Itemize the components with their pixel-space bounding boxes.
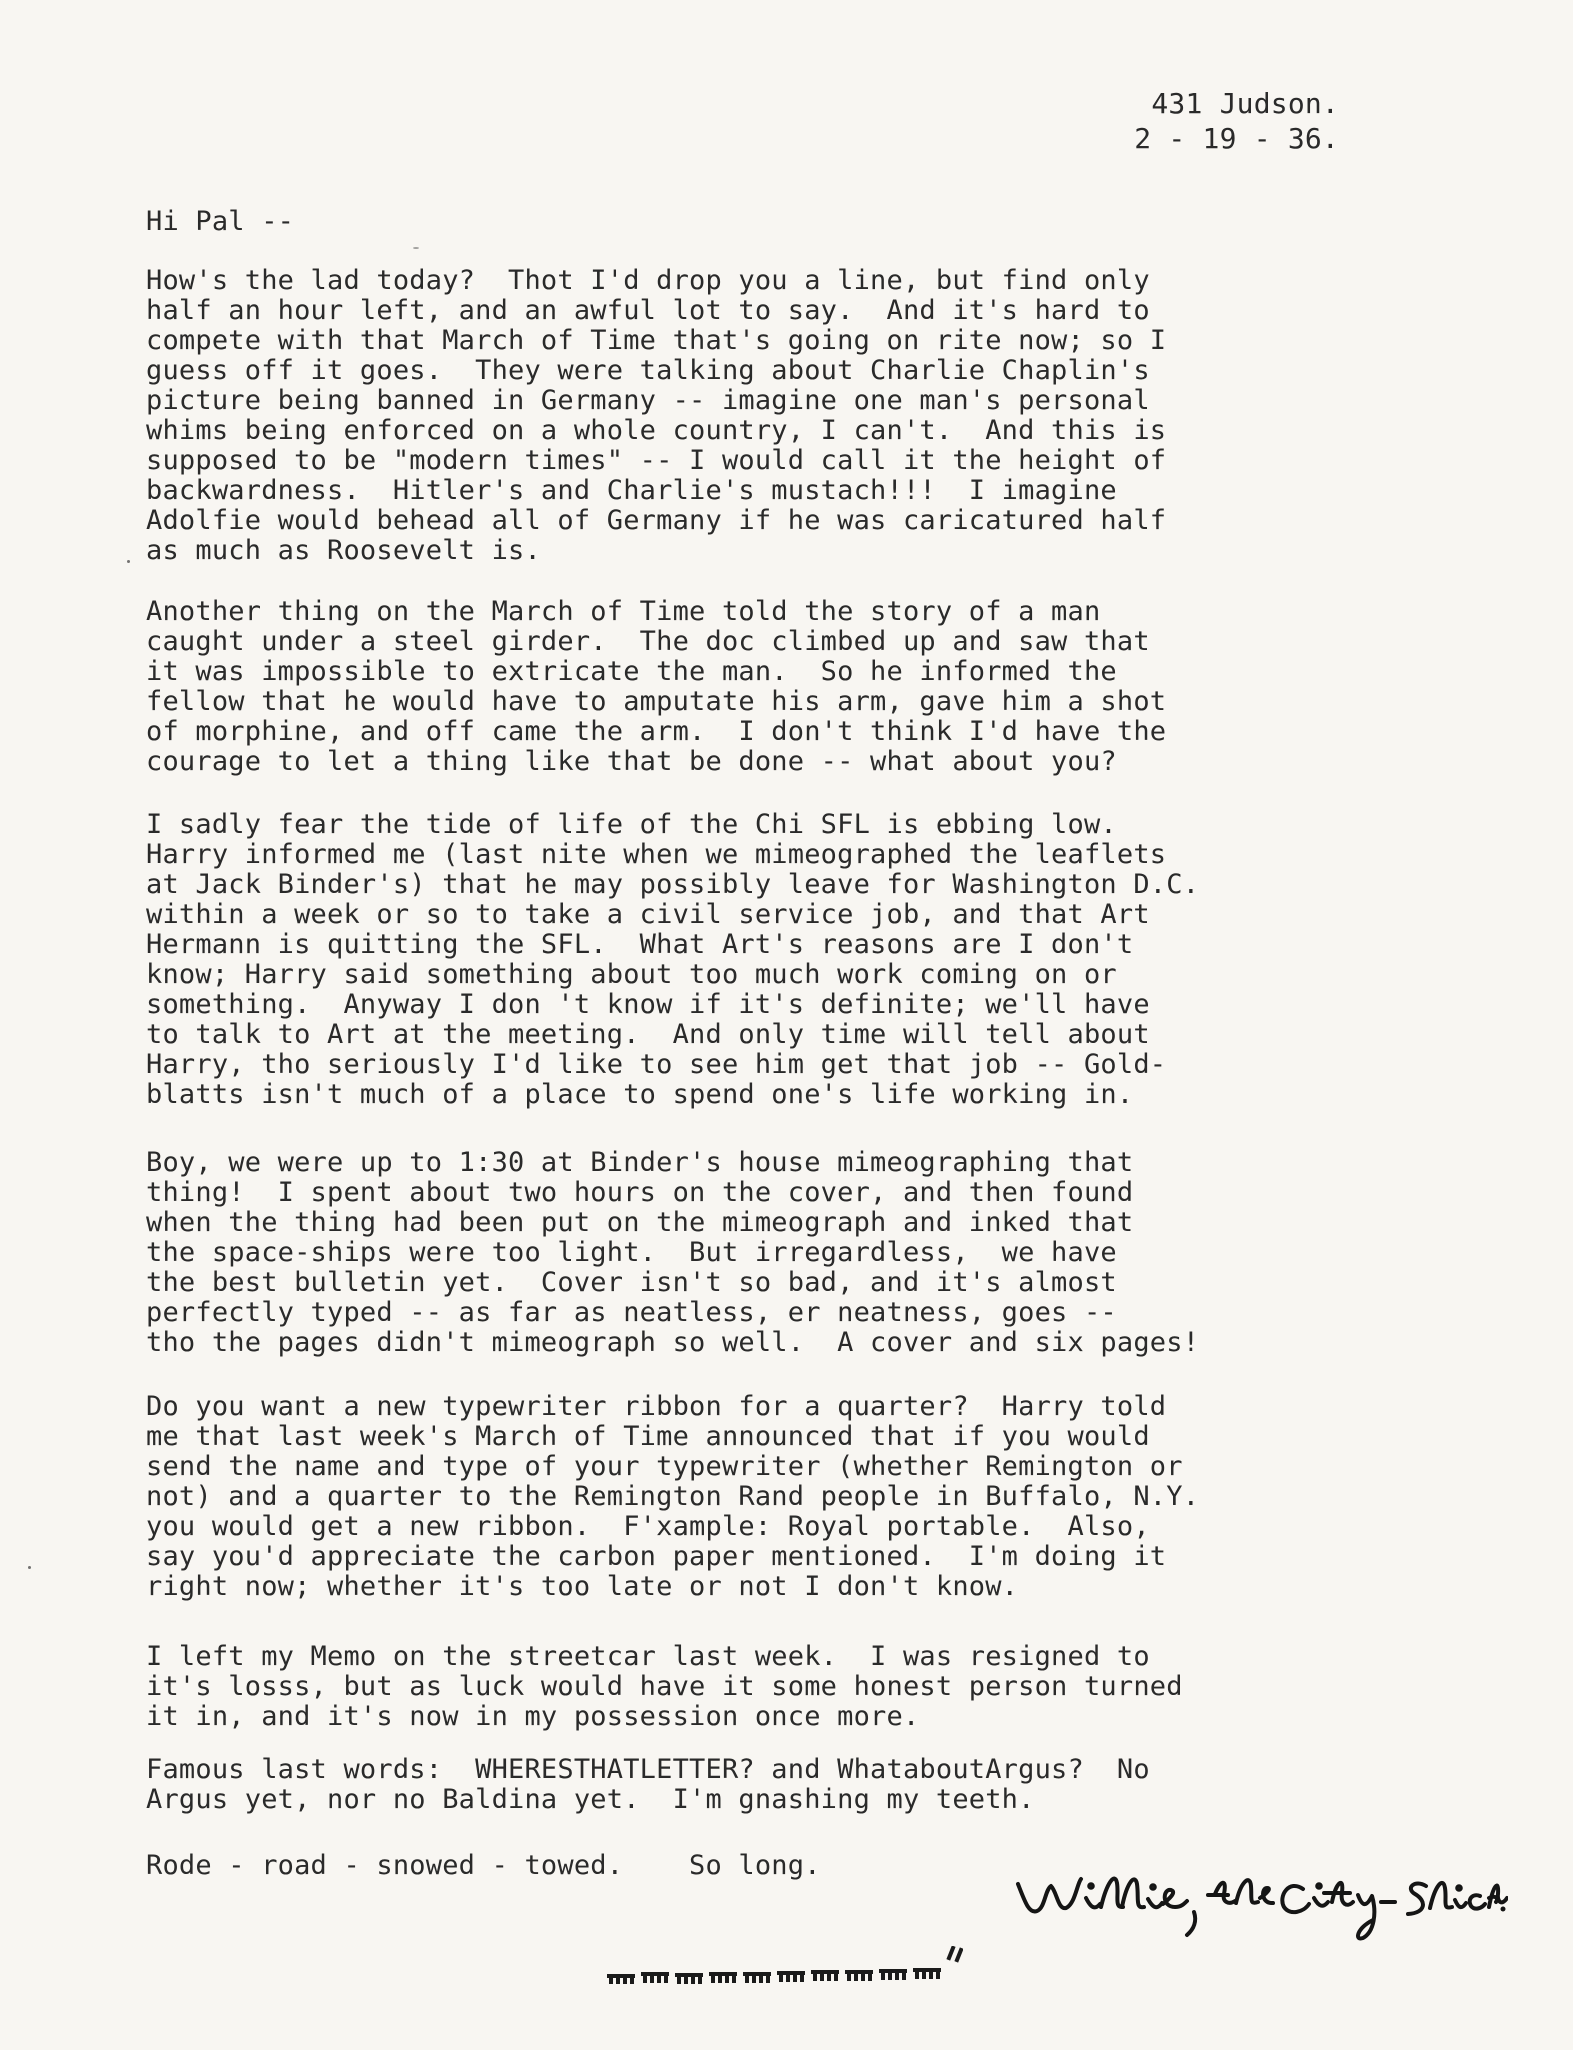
letter-line: Another thing on the March of Time told the story of a man — [146, 596, 1101, 627]
letter-line: half an hour left, and an awful lot to say. And it's hard to — [146, 295, 1150, 326]
sender-address: 431 Judson. — [1151, 87, 1339, 120]
letter-line: Adolfie would behead all of Germany if he was caricatured half — [146, 505, 1167, 536]
letter-line: not) and a quarter to the Remington Rand people in Buffalo, N.Y. — [146, 1481, 1200, 1512]
letter-line: courage to let a thing like that be done -- what about you? — [146, 746, 1117, 777]
letter-line: me that last week's March of Time announced that if you would — [146, 1421, 1150, 1452]
letter-line: it was impossible to extricate the man. So he informed the — [146, 656, 1117, 687]
letter-line: Famous last words: WHERESTHATLETTER? and WhataboutArgus? No — [146, 1754, 1150, 1785]
letter-line: within a week or so to take a civil service job, and that Art — [146, 899, 1150, 930]
letter-line: say you'd appreciate the carbon paper mentioned. I'm doing it — [146, 1541, 1167, 1572]
letter-line: caught under a steel girder. The doc climbed up and saw that — [146, 626, 1150, 657]
letter-date: 2 - 19 - 36. — [1134, 122, 1339, 155]
handwritten-signature — [1003, 1864, 1508, 1944]
letter-line: as much as Roosevelt is. — [146, 535, 541, 566]
letter-line: Boy, we were up to 1:30 at Binder's house mimeographing that — [146, 1147, 1134, 1178]
paper-speck — [28, 1566, 31, 1569]
letter-line: the space-ships were too light. But irregardless, we have — [146, 1237, 1117, 1268]
letter-line: the best bulletin yet. Cover isn't so bad, and it's almost — [146, 1267, 1117, 1298]
letter-line: right now; whether it's too late or not I don't know. — [146, 1571, 1019, 1602]
letter-line: know; Harry said something about too much work coming on or — [146, 959, 1117, 990]
typed-flourish-mark — [603, 1946, 963, 1988]
letter-line: Harry informed me (last nite when we mimeographed the leaflets — [146, 839, 1167, 870]
letter-line: I sadly fear the tide of life of the Chi SFL is ebbing low. — [146, 809, 1117, 840]
letter-line: of morphine, and off came the arm. I don't think I'd have the — [146, 716, 1167, 747]
letter-line: Rode - road - snowed - towed. So long. — [146, 1850, 821, 1881]
letter-line: supposed to be "modern times" -- I would call it the height of — [146, 445, 1167, 476]
paper-speck — [127, 560, 130, 563]
greeting: Hi Pal -- — [146, 206, 295, 237]
letter-line: How's the lad today? Thot I'd drop you a line, but find only — [146, 265, 1150, 296]
letter-line: blatts isn't much of a place to spend one's life working in. — [146, 1079, 1134, 1110]
letter-line: whims being enforced on a whole country, I can't. And this is — [146, 415, 1167, 446]
letter-line: perfectly typed -- as far as neatless, er neatness, goes -- — [146, 1297, 1117, 1328]
letter-line: Hermann is quitting the SFL. What Art's reasons are I don't — [146, 929, 1134, 960]
letter-line: guess off it goes. They were talking about Charlie Chaplin's — [146, 355, 1150, 386]
letter-line: Do you want a new typewriter ribbon for a quarter? Harry told — [146, 1391, 1167, 1422]
paper-speck — [413, 247, 419, 249]
letter-line: compete with that March of Time that's going on rite now; so I — [146, 325, 1167, 356]
letter-line: when the thing had been put on the mimeograph and inked that — [146, 1207, 1134, 1238]
letter-line: Harry, tho seriously I'd like to see him get that job -- Gold- — [146, 1049, 1167, 1080]
letter-line: you would get a new ribbon. F'xample: Royal portable. Also, — [146, 1511, 1150, 1542]
letter-line: Argus yet, nor no Baldina yet. I'm gnashing my teeth. — [146, 1784, 1035, 1815]
letter-line: backwardness. Hitler's and Charlie's mustach!!! I imagine — [146, 475, 1117, 506]
letter-line: something. Anyway I don 't know if it's definite; we'll have — [146, 989, 1150, 1020]
letter-line: it's losss, but as luck would have it some honest person turned — [146, 1671, 1183, 1702]
letter-line: send the name and type of your typewriter (whether Remington or — [146, 1451, 1183, 1482]
letter-line: at Jack Binder's) that he may possibly leave for Washington D.C. — [146, 869, 1200, 900]
letter-line: thing! I spent about two hours on the cover, and then found — [146, 1177, 1134, 1208]
letter-line: tho the pages didn't mimeograph so well. A cover and six pages! — [146, 1327, 1200, 1358]
letter-line: I left my Memo on the streetcar last week. I was resigned to — [146, 1641, 1150, 1672]
letter-line: to talk to Art at the meeting. And only time will tell about — [146, 1019, 1150, 1050]
letter-line: it in, and it's now in my possession once more. — [146, 1701, 920, 1732]
letter-line: fellow that he would have to amputate his arm, gave him a shot — [146, 686, 1167, 717]
letter-line: picture being banned in Germany -- imagine one man's personal — [146, 385, 1150, 416]
